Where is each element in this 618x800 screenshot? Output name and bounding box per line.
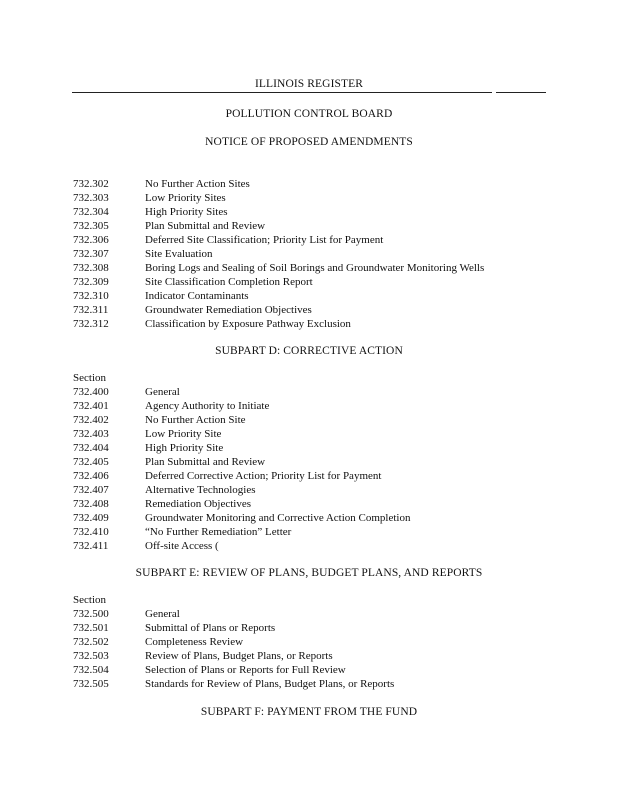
section-title: “No Further Remediation” Letter [145,526,292,538]
section-row [73,205,553,219]
section-title: Classification by Exposure Pathway Exclusion [145,318,351,330]
subpart-d-heading: SUBPART D: CORRECTIVE ACTION [215,345,403,357]
section-row [73,289,553,303]
section-title: Indicator Contaminants [145,290,249,302]
section-title: High Priority Sites [145,206,228,218]
section-title: No Further Action Sites [145,178,250,190]
section-number: 732.403 [73,428,109,440]
section-title: Site Evaluation [145,248,213,260]
section-number: 732.504 [73,664,109,676]
section-row [73,621,553,635]
section-number: 732.311 [73,304,109,316]
section-number: 732.406 [73,470,109,482]
section-number: 732.310 [73,290,109,302]
section-number: 732.306 [73,234,109,246]
section-title: General [145,386,180,398]
section-number: 732.500 [73,608,109,620]
header-rule-left [72,92,492,93]
section-number: 732.405 [73,456,109,468]
section-number: 732.404 [73,442,109,454]
board-title: POLLUTION CONTROL BOARD [225,108,393,120]
section-row [73,511,553,525]
section-number: 732.307 [73,248,109,260]
section-row [73,247,553,261]
section-row [73,413,553,427]
section-title: Off-site Access ( [145,540,219,552]
section-row [73,635,553,649]
section-title: Completeness Review [145,636,244,648]
section-row [73,649,553,663]
section-row [73,663,553,677]
section-number: 732.303 [73,192,109,204]
section-row [73,317,553,331]
section-row [73,441,553,455]
section-title: Groundwater Remediation Objectives [145,304,312,316]
header-rule-right [496,92,546,93]
subpart-e-heading: SUBPART E: REVIEW OF PLANS, BUDGET PLANS, AND REPORTS [135,567,483,579]
notice-title: NOTICE OF PROPOSED AMENDMENTS [205,136,413,148]
section-row [73,191,553,205]
register-title: ILLINOIS REGISTER [254,78,364,90]
section-number: 732.505 [73,678,109,690]
section-row [73,219,553,233]
section-number: 732.308 [73,262,109,274]
section-title: Groundwater Monitoring and Corrective Action Completion [145,512,411,524]
section-number: 732.304 [73,206,109,218]
section-title: Site Classification Completion Report [145,276,313,288]
section-title: Boring Logs and Sealing of Soil Borings and Groundwater Monitoring Wells [145,262,485,274]
section-row [73,399,553,413]
section-label-e: Section [73,594,106,606]
section-number: 732.312 [73,318,109,330]
section-row [73,275,553,289]
section-title: Deferred Site Classification; Priority List for Payment [145,234,384,246]
section-row [73,539,553,553]
section-row [73,677,553,691]
section-label-d: Section [73,372,106,384]
section-title: Agency Authority to Initiate [145,400,270,412]
section-row [73,525,553,539]
section-row [73,607,553,621]
section-number: 732.400 [73,386,109,398]
section-number: 732.407 [73,484,109,496]
section-row [73,385,553,399]
section-number: 732.401 [73,400,109,412]
section-number: 732.402 [73,414,109,426]
section-title: Review of Plans, Budget Plans, or Reports [145,650,333,662]
section-number: 732.305 [73,220,109,232]
section-title: Selection of Plans or Reports for Full Review [145,664,346,676]
section-row [73,233,553,247]
section-row [73,483,553,497]
section-number: 732.501 [73,622,109,634]
section-number: 732.503 [73,650,109,662]
section-number: 732.408 [73,498,109,510]
section-title: Standards for Review of Plans, Budget Plans, or Reports [145,678,395,690]
section-title: High Priority Site [145,442,224,454]
section-title: No Further Action Site [145,414,246,426]
section-title: Low Priority Site [145,428,222,440]
section-title: General [145,608,180,620]
section-title: Submittal of Plans or Reports [145,622,276,634]
section-title: Remediation Objectives [145,498,251,510]
section-number: 732.410 [73,526,109,538]
section-number: 732.302 [73,178,109,190]
section-title: Deferred Corrective Action; Priority List for Payment [145,470,382,482]
section-row [73,427,553,441]
section-title: Alternative Technologies [145,484,256,496]
section-title: Plan Submittal and Review [145,456,266,468]
section-number: 732.409 [73,512,109,524]
section-row [73,261,553,275]
section-row [73,303,553,317]
section-row [73,497,553,511]
section-row [73,469,553,483]
section-number: 732.411 [73,540,109,552]
section-title: Plan Submittal and Review [145,220,266,232]
section-title: Low Priority Sites [145,192,226,204]
subpart-f-heading: SUBPART F: PAYMENT FROM THE FUND [200,706,418,718]
section-row [73,455,553,469]
section-number: 732.309 [73,276,109,288]
section-number: 732.502 [73,636,109,648]
section-row [73,177,553,191]
